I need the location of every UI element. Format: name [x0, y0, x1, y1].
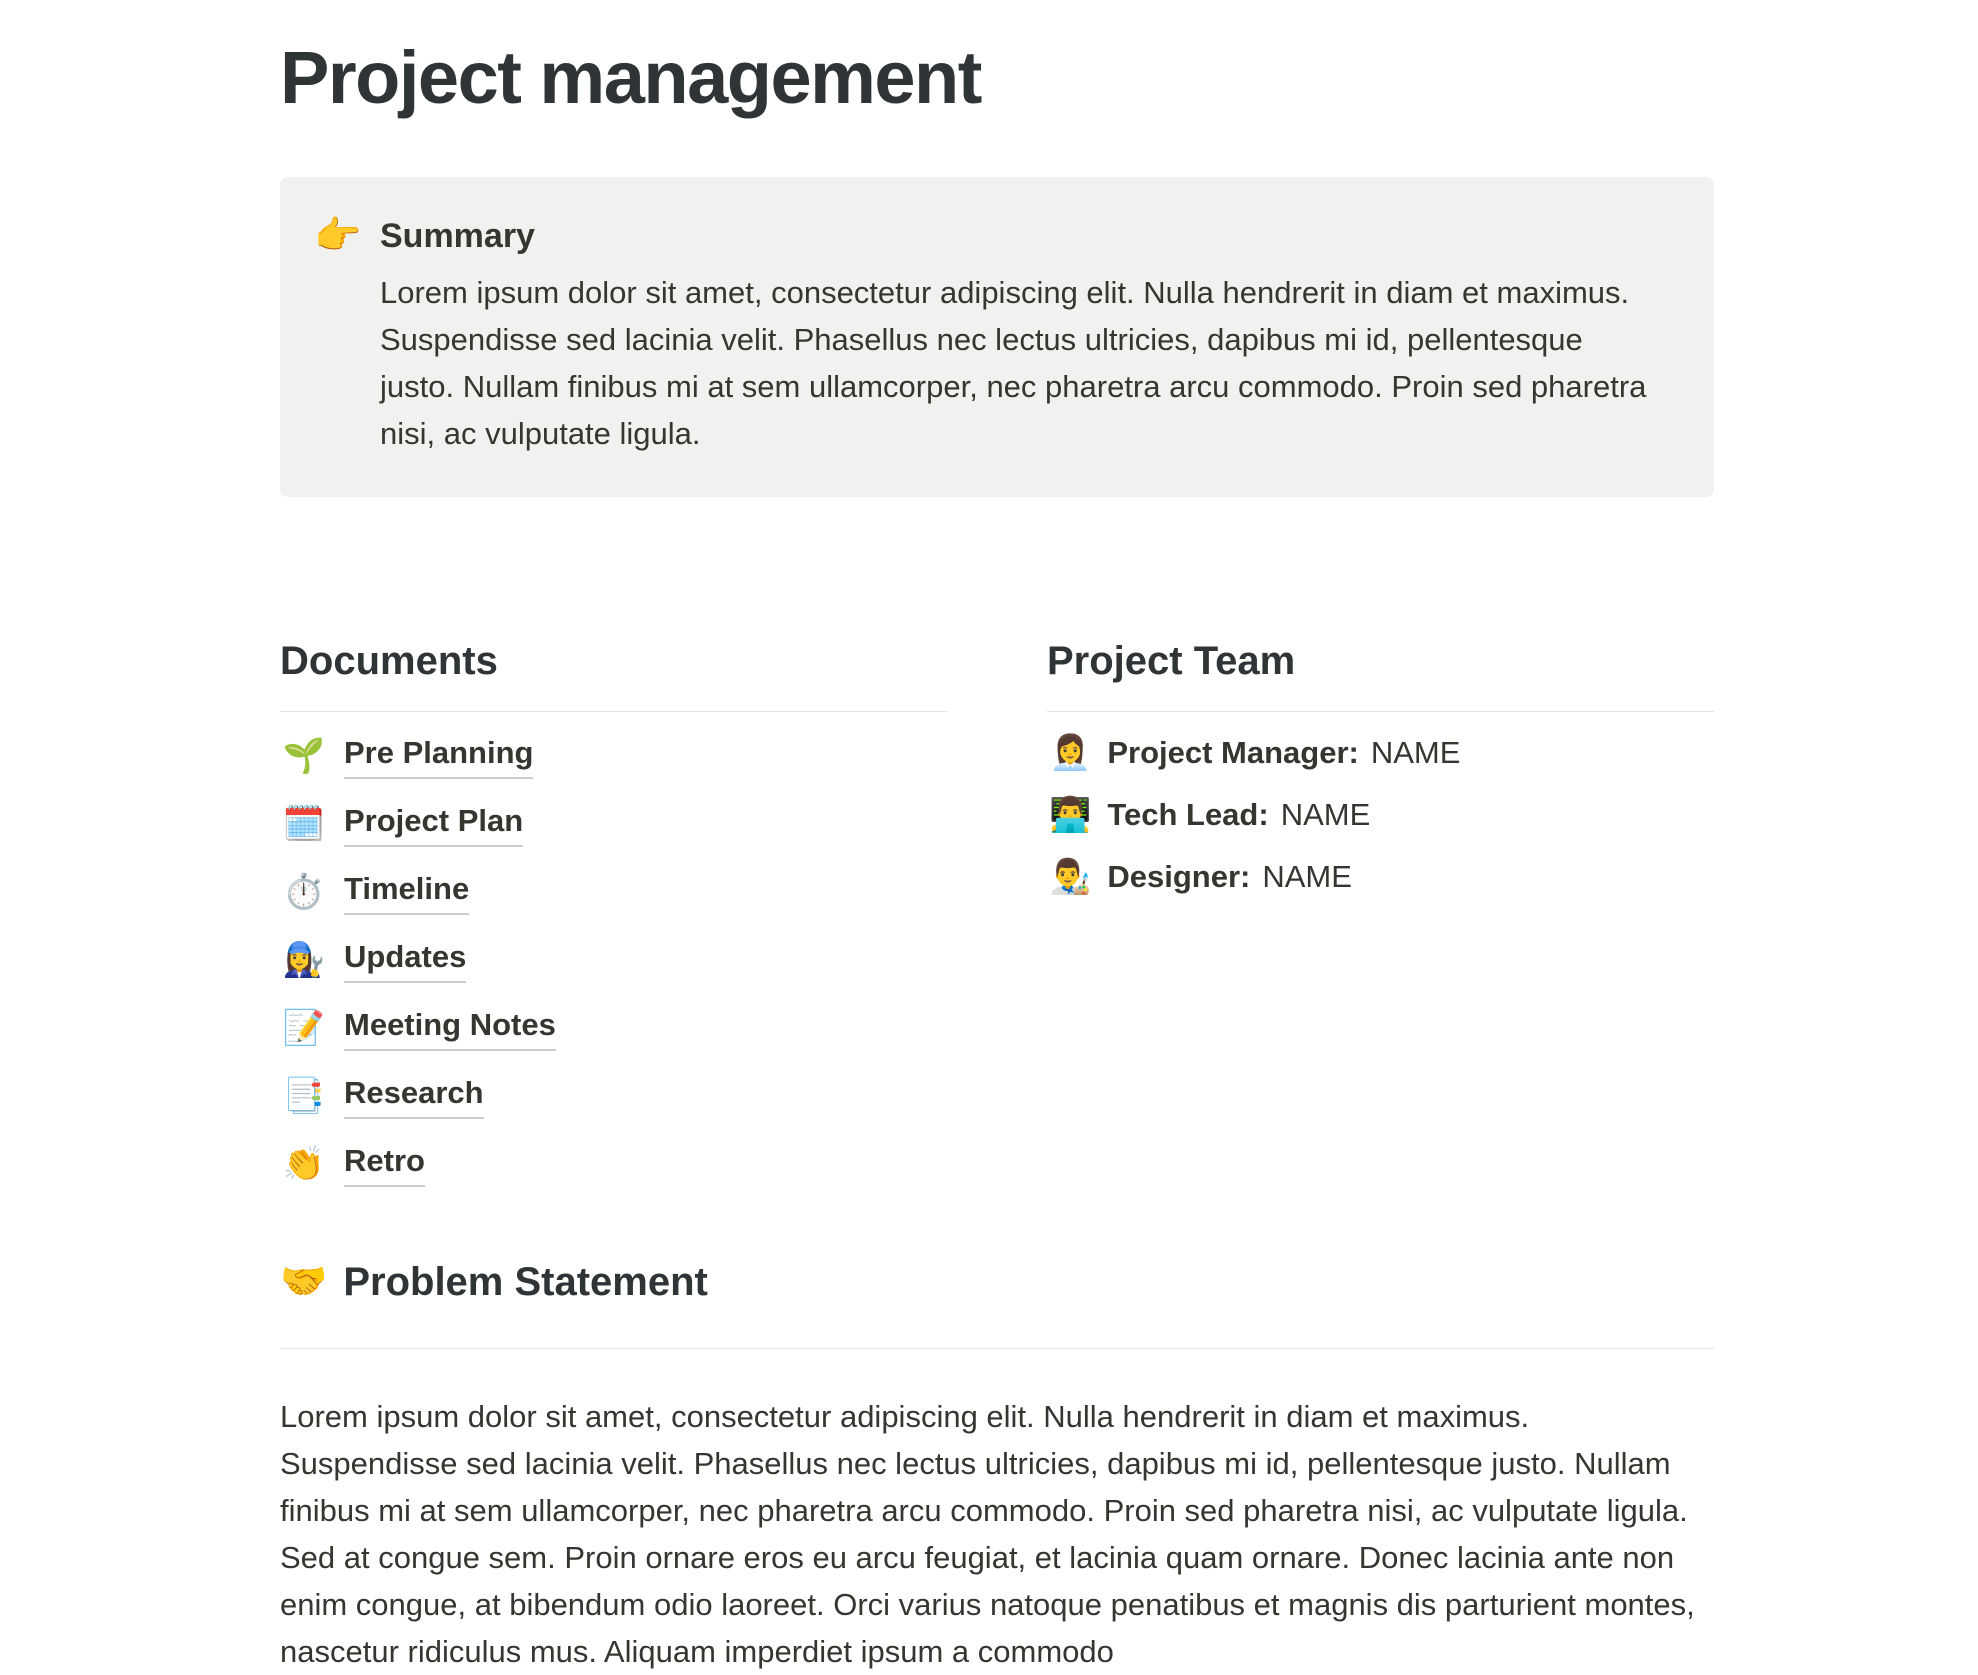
team-member-name: NAME — [1370, 734, 1461, 770]
doc-link-label[interactable]: Updates — [344, 937, 466, 983]
page-title: Project management — [280, 36, 981, 119]
doc-link-label[interactable]: Pre Planning — [344, 733, 533, 779]
pointing-right-icon: 👉 — [314, 214, 362, 257]
summary-callout-content — [380, 213, 1660, 457]
summary-callout — [280, 177, 1714, 497]
man-technologist-icon: 👨‍💻 — [1049, 795, 1092, 834]
bookmark-tabs-icon: 📑 — [282, 1076, 326, 1115]
doc-link-project-plan[interactable] — [280, 790, 947, 858]
two-column-section — [280, 635, 1714, 1198]
summary-heading: Summary — [380, 216, 535, 255]
summary-text: Lorem ipsum dolor sit amet, consectetur adipiscing elit. Nulla hendrerit in diam et maximus. Suspendisse sed lacinia velit. Phasellus nec lectus ultricies, dapibus mi id, pellentesque justo. Nullam finibus mi at sem ullamcorper, nec pharetra arcu commodo. Proin sed pharetra nisi, ac vulputate ligula. — [380, 274, 1647, 451]
team-role-label: Project Manager: — [1107, 734, 1359, 770]
clapping-hands-icon: 👏 — [282, 1144, 326, 1183]
team-row-tech-lead — [1047, 784, 1714, 846]
doc-link-label[interactable]: Retro — [344, 1141, 425, 1187]
doc-link-meeting-notes[interactable] — [280, 994, 947, 1062]
problem-statement-section — [280, 1256, 1714, 1675]
team-role-label: Designer: — [1107, 858, 1251, 894]
doc-link-updates[interactable] — [280, 926, 947, 994]
problem-statement-heading-row — [280, 1256, 1714, 1308]
spiral-calendar-icon: 🗓️ — [282, 804, 326, 843]
team-member-name: NAME — [1280, 796, 1371, 832]
team-role-label: Tech Lead: — [1107, 796, 1269, 832]
documents-column — [280, 635, 947, 1198]
project-team-heading: Project Team — [1047, 638, 1296, 683]
handshake-icon: 🤝 — [280, 1260, 328, 1303]
doc-link-label[interactable]: Project Plan — [344, 801, 523, 847]
team-member-name: NAME — [1262, 858, 1352, 894]
problem-statement-heading: Problem Statement — [343, 1259, 708, 1304]
seedling-icon: 🌱 — [282, 736, 326, 775]
problem-statement-text: Lorem ipsum dolor sit amet, consectetur adipiscing elit. Nulla hendrerit in diam et maximus. Suspendisse sed lacinia velit. Phasellus nec lectus ultricies, dapibus mi id, pellentesque justo. Nullam finibus mi at sem ullamcorper, nec pharetra arcu commodo. Proin sed pharetra nisi, ac vulputate ligula. Sed at congue sem. Proin ornare eros eu arcu feugiat, et lacinia quam ornare. Donec lacinia ante non enim congue, at bibendum odio laoreet. Orci varius natoque penatibus et magnis dis parturient montes, nascetur ridiculus mus. Aliquam imperdiet ipsum a commodo — [280, 1398, 1695, 1669]
project-team-divider — [1047, 711, 1714, 712]
woman-office-worker-icon: 👩‍💼 — [1049, 733, 1092, 772]
doc-link-label[interactable]: Timeline — [344, 869, 469, 915]
doc-link-label[interactable]: Research — [344, 1073, 484, 1119]
problem-statement-divider — [280, 1348, 1714, 1349]
project-team-column — [1047, 635, 1714, 1198]
memo-icon: 📝 — [282, 1008, 326, 1047]
woman-mechanic-icon: 👩‍🔧 — [282, 940, 326, 979]
man-artist-icon: 👨‍🎨 — [1049, 857, 1092, 896]
doc-link-research[interactable] — [280, 1062, 947, 1130]
page-content — [280, 0, 1714, 1675]
doc-link-timeline[interactable] — [280, 858, 947, 926]
doc-link-pre-planning[interactable] — [280, 722, 947, 790]
doc-link-retro[interactable] — [280, 1130, 947, 1198]
team-row-project-manager — [1047, 722, 1714, 784]
team-row-designer — [1047, 846, 1714, 908]
documents-divider — [280, 711, 947, 712]
stopwatch-icon: ⏱️ — [282, 872, 326, 911]
doc-link-label[interactable]: Meeting Notes — [344, 1005, 556, 1051]
documents-heading: Documents — [280, 638, 498, 683]
